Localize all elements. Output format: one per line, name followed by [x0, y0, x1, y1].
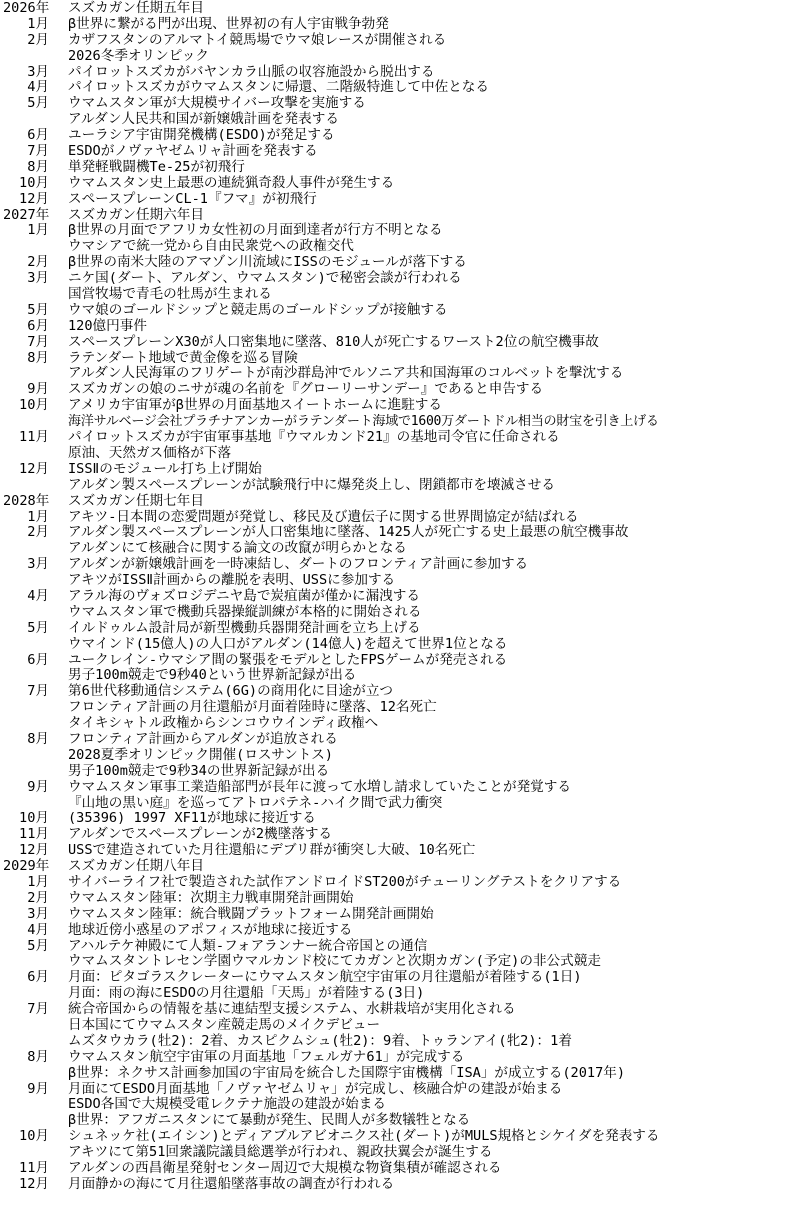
event-text: ユーラシア宇宙開発機構(ESDO)が発足する: [68, 127, 335, 144]
event-text: ISSⅡのモジュール打ち上げ開始: [68, 460, 262, 477]
event-text: ラテンダート地域で黄金像を巡る冒険: [68, 349, 298, 366]
event-text: シュネッケ社(エイシン)とディアブルアビオニクス社(ダート)がMULS規格とシケイダを発表する: [68, 1128, 660, 1145]
event-text: β世界に繋がる門が出現、世界初の有人宇宙戦争勃発: [68, 15, 389, 32]
month-label: 5月: [27, 301, 49, 318]
timeline-event-row: [0, 1034, 811, 1050]
month-label: 10月: [19, 1128, 49, 1145]
timeline-event-row: [0, 1177, 811, 1193]
event-text: β世界の月面でアフリカ女性初の月面到達者が行方不明となる: [68, 222, 443, 239]
event-text: サイバーライフ社で製造された試作アンドロイドST200がチューリングテストをクリアする: [68, 873, 622, 890]
event-text: ウマ娘のゴールドシップと競走馬のゴールドシップが接触する: [68, 301, 448, 318]
month-label: 3月: [27, 270, 49, 287]
event-text: 2028夏季オリンピック開催(ロスサントス): [68, 746, 333, 763]
event-text: 月面にてESDO月面基地「ノヴァヤゼムリャ」が完成し、核融合炉の建設が始まる: [68, 1080, 563, 1097]
timeline-event-row: [0, 954, 811, 970]
event-text: スズカガンの娘のニサが魂の名前を『グローリーサンデー』であると申告する: [68, 381, 544, 398]
timeline-event-row: [0, 1097, 811, 1113]
month-label: 9月: [27, 381, 49, 398]
timeline-event-row: [0, 668, 811, 684]
timeline-event-row: [0, 80, 811, 96]
timeline-event-row: [0, 716, 811, 732]
timeline-event-row: [0, 748, 811, 764]
timeline-event-row: [0, 970, 811, 986]
timeline-event-row: [0, 112, 811, 128]
timeline-event-row: [0, 684, 811, 700]
timeline-event-row: [0, 1161, 811, 1177]
month-label: 8月: [27, 158, 49, 175]
month-label: 12月: [19, 842, 49, 859]
event-text: 海洋サルベージ会社プラチナアンカーがラテンダート海域で1600万ダートドル相当の財宝を引き上げる: [68, 414, 659, 430]
event-text: アルダンが新嬢娥計画を一時凍結し、ダートのフロンティア計画に参加する: [68, 556, 529, 573]
event-text: 地球近傍小惑星のアポフィスが地球に接近する: [68, 921, 353, 938]
event-text: パイロットスズカがウマムスタンに帰還、二階級特進して中佐となる: [68, 79, 489, 96]
event-text: タイキシャトル政権からシンコウウインディ政権へ: [68, 715, 379, 732]
event-text: (35396) 1997 XF11が地球に接近する: [68, 810, 316, 827]
event-text: アルダン人民共和国が新嬢娥計画を発表する: [68, 111, 339, 128]
event-text: 統合帝国からの情報を基に連結型支援システム、水耕栽培が実用化される: [68, 1001, 516, 1018]
term-label: スズカガン任期八年目: [68, 858, 204, 875]
term-label: スズカガン任期七年目: [68, 492, 204, 509]
month-label: 3月: [27, 63, 49, 80]
timeline-event-row: [0, 287, 811, 303]
timeline-event-row: [0, 382, 811, 398]
month-label: 9月: [27, 1080, 49, 1097]
timeline-event-row: [0, 478, 811, 494]
event-text: β世界の南米大陸のアマゾン川流域にISSのモジュールが落下する: [68, 254, 467, 271]
timeline-event-row: [0, 811, 811, 827]
event-text: アラル海のヴォズロジデニヤ島で炭疽菌が僅かに漏洩する: [68, 587, 420, 604]
timeline-event-row: [0, 923, 811, 939]
event-text: ウマシアで統一党から自由民衆党への政権交代: [68, 238, 354, 255]
year-label: 2027年: [3, 206, 50, 223]
timeline-event-row: [0, 33, 811, 49]
timeline-event-row: [0, 128, 811, 144]
timeline-event-row: [0, 843, 811, 859]
event-text: アルダンの西昌衛星発射センター周辺で大規模な物資集積が確認される: [68, 1160, 502, 1177]
month-label: 12月: [19, 460, 49, 477]
event-text: スペースプレーンCL-1『フマ』が初飛行: [68, 190, 317, 207]
timeline-event-row: [0, 589, 811, 605]
timeline-year-row: [0, 494, 811, 510]
event-text: アルダンにて核融合に関する論文の改竄が明らかとなる: [68, 540, 407, 557]
month-label: 8月: [27, 730, 49, 747]
event-text: ユークレイン-ウマシア間の緊張をモデルとしたFPSゲームが発売される: [68, 651, 508, 668]
timeline-event-row: [0, 319, 811, 335]
timeline-event-row: [0, 398, 811, 414]
timeline-event-row: [0, 907, 811, 923]
event-text: フロンティア計画からアルダンが追放される: [68, 730, 338, 747]
timeline-event-row: [0, 430, 811, 446]
month-label: 1月: [27, 15, 49, 32]
timeline-event-row: [0, 780, 811, 796]
event-text: 単発軽戦闘機Te-25が初飛行: [68, 158, 245, 175]
month-label: 2月: [27, 524, 49, 541]
event-text: ウマムスタン航空宇宙軍の月面基地「フェルガナ61」が完成する: [68, 1048, 465, 1065]
event-text: 2026冬季オリンピック: [68, 47, 209, 64]
timeline-event-row: [0, 303, 811, 319]
month-label: 6月: [27, 317, 49, 334]
timeline-event-row: [0, 176, 811, 192]
month-label: 3月: [27, 556, 49, 573]
month-label: 2月: [27, 254, 49, 271]
timeline-event-row: [0, 732, 811, 748]
event-text: 原油、天然ガス価格が下落: [68, 444, 232, 461]
event-text: USSで建造されていた月往還船にデブリ群が衝突し大破、10名死亡: [68, 842, 476, 859]
month-label: 2月: [27, 889, 49, 906]
month-label: 1月: [27, 873, 49, 890]
timeline-event-row: [0, 573, 811, 589]
month-label: 10月: [19, 810, 49, 827]
event-text: β世界：ネクサス計画参加国の宇宙局を統合した国際宇宙機構「ISA」が成立する(2017年): [68, 1064, 626, 1081]
timeline-event-row: [0, 875, 811, 891]
timeline-event-row: [0, 1018, 811, 1034]
month-label: 12月: [19, 1175, 49, 1192]
month-label: 8月: [27, 349, 49, 366]
timeline-event-row: [0, 1145, 811, 1161]
event-text: ウマムスタン軍事工業造船部門が長年に渡って水増し請求していたことが発覚する: [68, 778, 571, 795]
month-label: 5月: [27, 619, 49, 636]
timeline-event-row: [0, 1066, 811, 1082]
event-text: アキツ-日本間の恋愛問題が発覚し、移民及び遺伝子に関する世界間協定が結ばれる: [68, 508, 579, 525]
timeline-event-row: [0, 223, 811, 239]
month-label: 8月: [27, 1048, 49, 1065]
month-label: 5月: [27, 95, 49, 112]
month-label: 7月: [27, 333, 49, 350]
event-text: 月面：雨の海にESDOの月往還船「天馬」が着陸する(3日): [68, 985, 425, 1002]
event-text: アルダン製スペースプレーンが試験飛行中に爆発炎上し、閉鎖都市を壊滅させる: [68, 476, 555, 493]
month-label: 4月: [27, 79, 49, 96]
month-label: 6月: [27, 651, 49, 668]
event-text: ウマムスタン史上最悪の連続猟奇殺人事件が発生する: [68, 174, 395, 191]
event-text: ウマムスタン軍で機動兵器操縦訓練が本格的に開始される: [68, 603, 422, 620]
timeline-event-row: [0, 17, 811, 33]
event-text: 120億円事件: [68, 317, 147, 334]
month-label: 12月: [19, 190, 49, 207]
month-label: 11月: [19, 826, 49, 843]
timeline-event-row: [0, 1050, 811, 1066]
event-text: ウマムスタントレセン学園ウマルカンド校にてカガンと次期カガン(予定)の非公式競走: [68, 953, 601, 970]
month-label: 6月: [27, 127, 49, 144]
timeline-event-row: [0, 160, 811, 176]
event-text: 月面静かの海にて月往還船墜落事故の調査が行われる: [68, 1175, 395, 1192]
event-text: ニケ国(ダート、アルダン、ウマムスタン)で秘密会談が行われる: [68, 270, 462, 287]
event-text: アルダン人民海軍のフリゲートが南沙群島沖でルソニア共和国海軍のコルベットを撃沈する: [68, 365, 624, 382]
event-text: アキツにて第51回衆議院議員総選挙が行われ、親政扶翼会が誕生する: [68, 1144, 493, 1161]
timeline-event-row: [0, 891, 811, 907]
event-text: ESDOがノヴァヤゼムリャ計画を発表する: [68, 143, 318, 160]
timeline-event-row: [0, 192, 811, 208]
timeline-year-row: [0, 859, 811, 875]
month-label: 5月: [27, 937, 49, 954]
event-text: 男子100m競走で9秒34の世界新記録が出る: [68, 762, 330, 779]
event-text: ESDO各国で大規模受電レクテナ施設の建設が始まる: [68, 1096, 386, 1113]
timeline-event-row: [0, 255, 811, 271]
event-text: イルドゥルム設計局が新型機動兵器開発計画を立ち上げる: [68, 619, 421, 636]
timeline-event-row: [0, 462, 811, 478]
event-text: ウマムスタン陸軍：次期主力戦車開発計画開始: [68, 889, 354, 906]
timeline-event-row: [0, 414, 811, 430]
event-text: カザフスタンのアルマトイ競馬場でウマ娘レースが開催される: [68, 31, 447, 48]
timeline-event-row: [0, 1002, 811, 1018]
month-label: 7月: [27, 683, 49, 700]
month-label: 4月: [27, 921, 49, 938]
timeline-event-row: [0, 637, 811, 653]
month-label: 4月: [27, 587, 49, 604]
month-label: 2月: [27, 31, 49, 48]
event-text: ウマインド(15億人)の人口がアルダン(14億人)を超えて世界1位となる: [68, 635, 508, 652]
timeline-event-row: [0, 605, 811, 621]
timeline-event-row: [0, 446, 811, 462]
timeline-event-row: [0, 1129, 811, 1145]
timeline-event-row: [0, 239, 811, 255]
timeline-event-row: [0, 144, 811, 160]
event-text: 月面：ピタゴラスクレーターにウマムスタン航空宇宙軍の月往還船が着陸する(1日): [68, 969, 582, 986]
term-label: スズカガン任期六年目: [68, 206, 204, 223]
event-text: 『山地の黒い庭』を巡ってアトロパテネ-ハイク間で武力衝突: [68, 794, 443, 811]
month-label: 10月: [19, 174, 49, 191]
month-label: 7月: [27, 1001, 49, 1018]
event-text: 男子100m競走で9秒40という世界新記録が出る: [68, 667, 357, 684]
timeline-event-row: [0, 541, 811, 557]
month-label: 3月: [27, 905, 49, 922]
month-label: 1月: [27, 222, 49, 239]
year-label: 2026年: [3, 0, 50, 16]
timeline-event-row: [0, 621, 811, 637]
timeline-event-row: [0, 764, 811, 780]
year-label: 2028年: [3, 492, 50, 509]
event-text: パイロットスズカがバヤンカラ山脈の収容施設から脱出する: [68, 63, 435, 80]
timeline-event-row: [0, 525, 811, 541]
year-label: 2029年: [3, 858, 50, 875]
month-label: 7月: [27, 143, 49, 160]
event-text: β世界：アフガニスタンにて暴動が発生、民間人が多数犠牲となる: [68, 1112, 471, 1129]
timeline-event-row: [0, 986, 811, 1002]
timeline-event-row: [0, 557, 811, 573]
timeline-event-row: [0, 510, 811, 526]
month-label: 9月: [27, 778, 49, 795]
event-text: アルダンでスペースプレーンが2機墜落する: [68, 826, 333, 843]
timeline-event-row: [0, 49, 811, 65]
timeline-event-row: [0, 271, 811, 287]
event-text: アルダン製スペースプレーンが人口密集地に墜落、1425人が死亡する史上最悪の航空機事故: [68, 524, 629, 541]
timeline-event-row: [0, 827, 811, 843]
event-text: ウマムスタン陸軍：統合戦闘プラットフォーム開発計画開始: [68, 905, 434, 922]
timeline-event-row: [0, 1113, 811, 1129]
event-text: 日本国にてウマムスタン産競走馬のメイクデビュー: [68, 1017, 381, 1033]
event-text: アキツがISSⅡ計画からの離脱を表明、USSに参加する: [68, 572, 396, 589]
month-label: 1月: [27, 508, 49, 525]
month-label: 11月: [19, 1160, 49, 1177]
event-text: スペースプレーンX30が人口密集地に墜落、810人が死亡するワースト2位の航空機事故: [68, 333, 599, 350]
timeline-year-row: [0, 1, 811, 17]
event-text: アハルテケ神殿にて人類-フォアランナー統合帝国との通信: [68, 937, 428, 954]
event-text: フロンティア計画の月往還船が月面着陸時に墜落、12名死亡: [68, 699, 437, 716]
timeline-event-row: [0, 335, 811, 351]
month-label: 6月: [27, 969, 49, 986]
event-text: ウマムスタン軍が大規模サイバー攻撃を実施する: [68, 95, 366, 112]
event-text: パイロットスズカが宇宙軍事基地『ウマルカンド21』の基地司令官に任命される: [68, 429, 560, 446]
month-label: 11月: [19, 429, 49, 446]
event-text: 国営牧場で青毛の牡馬が生まれる: [68, 286, 272, 303]
timeline-event-row: [0, 96, 811, 112]
event-text: ムズタウカラ(牡2)：2着、カスピクムシュ(牡2)：9着、トゥランアイ(牝2)：1着: [68, 1032, 572, 1049]
timeline-event-row: [0, 366, 811, 382]
term-label: スズカガン任期五年目: [68, 0, 204, 16]
timeline-event-row: [0, 700, 811, 716]
month-label: 10月: [19, 397, 49, 414]
event-text: 第6世代移動通信システム(6G)の商用化に目途が立つ: [68, 683, 394, 700]
event-text: アメリカ宇宙軍がβ世界の月面基地スイートホームに進駐する: [68, 397, 442, 414]
